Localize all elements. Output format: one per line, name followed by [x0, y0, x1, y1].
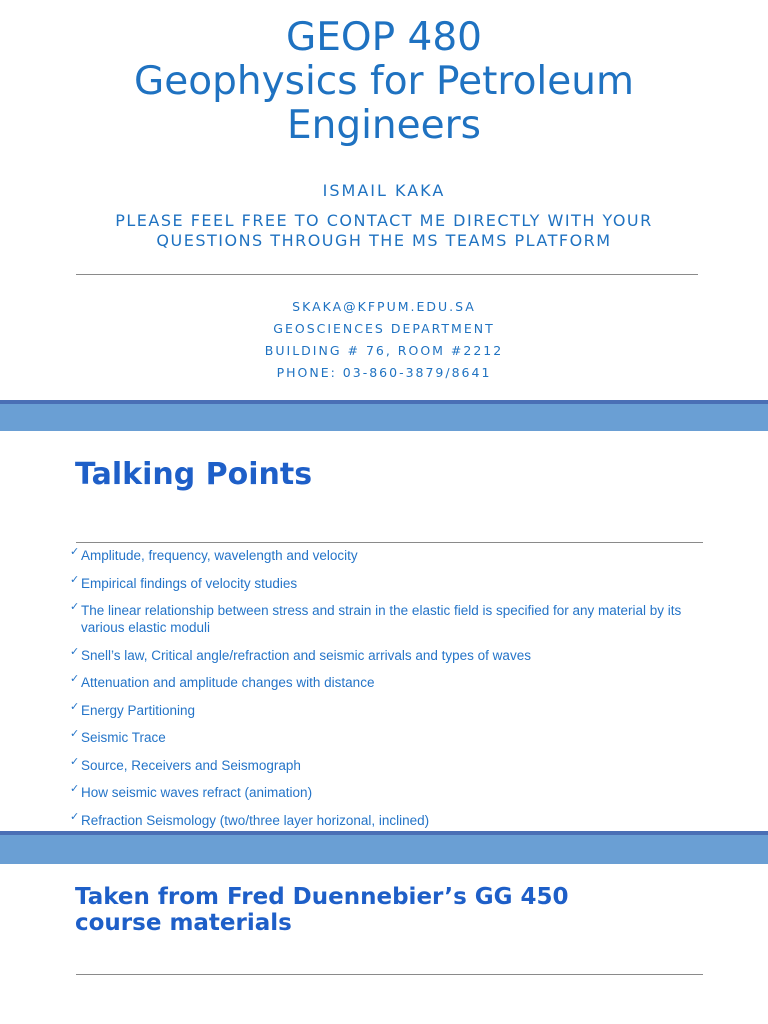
talking-point-text: The linear relationship between stress and strain in the elastic field is specified for any material by its various elastic moduli	[81, 603, 682, 635]
checkmark-icon: ✓	[70, 783, 80, 795]
course-title	[0, 16, 768, 148]
talking-point-item	[70, 784, 710, 801]
talking-point-item	[70, 674, 710, 691]
contact-building: BUILDING # 76, ROOM #2212	[264, 343, 504, 358]
talking-point-item	[70, 702, 710, 719]
course-code: GEOP 480	[286, 15, 482, 60]
course-name-line1: Geophysics for Petroleum	[134, 59, 634, 104]
talking-points-slide	[0, 431, 768, 831]
talking-point-item	[70, 602, 710, 636]
contact-note	[60, 211, 708, 251]
divider-line	[76, 974, 703, 975]
contact-details	[0, 296, 768, 384]
contact-note-line2: QUESTIONS THROUGH THE MS TEAMS PLATFORM	[156, 231, 612, 250]
title-slide	[0, 0, 768, 400]
talking-point-item	[70, 757, 710, 774]
talking-point-text: How seismic waves refract (animation)	[81, 785, 313, 800]
checkmark-icon: ✓	[70, 601, 80, 613]
checkmark-icon: ✓	[70, 573, 80, 586]
talking-point-text: Energy Partitioning	[81, 702, 196, 718]
checkmark-icon: ✓	[70, 728, 80, 740]
talking-point-item	[70, 575, 710, 592]
contact-note-line1: PLEASE FEEL FREE TO CONTACT ME DIRECTLY WITH YOUR	[115, 211, 653, 230]
slide-title-line2: course materials	[75, 910, 292, 936]
talking-point-item	[70, 729, 710, 746]
instructor-name: ISMAIL KAKA	[322, 181, 446, 200]
talking-point-text: Attenuation and amplitude changes with distance	[81, 675, 375, 690]
talking-point-text: Snell’s law, Critical angle/refraction and seismic arrivals and types of waves	[81, 647, 531, 663]
divider-line	[76, 542, 703, 543]
talking-point-text: Empirical findings of velocity studies	[81, 575, 298, 591]
checkmark-icon: ✓	[70, 645, 80, 658]
checkmark-icon: ✓	[70, 810, 80, 823]
slide-title	[75, 884, 675, 936]
checkmark-icon: ✓	[70, 755, 80, 768]
contact-email[interactable]: SKAKA@KFPUM.EDU.SA	[292, 299, 476, 314]
divider-line	[76, 274, 698, 275]
talking-point-text: Amplitude, frequency, wavelength and velocity	[81, 548, 358, 563]
source-slide	[0, 864, 768, 1024]
slide-separator	[0, 404, 768, 431]
contact-department: GEOSCIENCES DEPARTMENT	[273, 321, 495, 336]
talking-point-text: Source, Receivers and Seismograph	[81, 757, 301, 773]
slide-title-line1: Taken from Fred Duennebier’s GG 450	[75, 884, 569, 910]
slide-title: Talking Points	[75, 457, 313, 492]
talking-point-text: Refraction Seismology (two/three layer horizonal, inclined)	[81, 812, 430, 828]
talking-point-item	[70, 547, 710, 564]
checkmark-icon: ✓	[70, 546, 80, 558]
talking-points-list	[70, 547, 710, 839]
checkmark-icon: ✓	[70, 700, 80, 713]
contact-phone: PHONE: 03-860-3879/8641	[276, 365, 492, 380]
talking-point-item	[70, 647, 710, 664]
talking-point-text: Seismic Trace	[81, 730, 166, 745]
course-name-line2: Engineers	[286, 103, 481, 148]
slide-separator	[0, 835, 768, 864]
checkmark-icon: ✓	[70, 673, 80, 685]
talking-point-item	[70, 812, 710, 829]
